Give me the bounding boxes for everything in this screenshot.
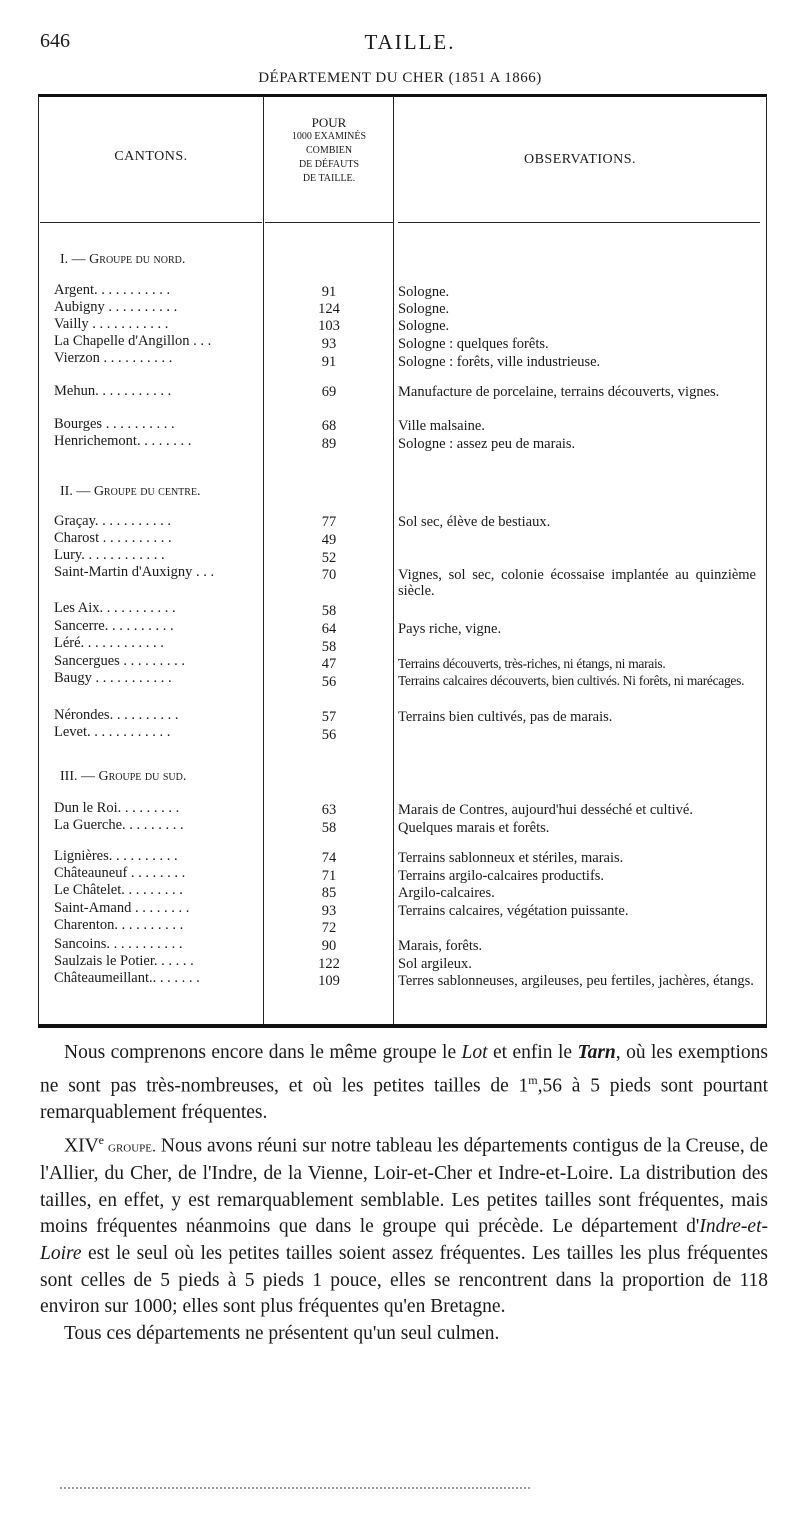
text-run: XIV: [64, 1135, 99, 1157]
paragraph-1: [40, 1040, 768, 1127]
canton-name: Baugy . . . . . . . . . . .: [54, 670, 172, 686]
canton-name: Sancergues . . . . . . . . .: [54, 653, 186, 669]
observation: Pays riche, vigne.: [398, 621, 502, 637]
defect-count: 85: [321, 885, 337, 901]
observation: Vignes, sol sec, colonie écossaise implantée au quinzième siècle.: [398, 567, 756, 599]
column-header-observations: OBSERVATIONS.: [523, 152, 637, 167]
canton-name: Le Châtelet. . . . . . . . .: [54, 882, 183, 898]
defect-count: 90: [321, 938, 337, 954]
observation: Terrains argilo-calcaires productifs.: [398, 868, 605, 884]
defect-count: 58: [321, 639, 337, 655]
canton-name: Mehun. . . . . . . . . . .: [54, 383, 172, 399]
observation: Sologne.: [398, 301, 450, 317]
defect-count: 72: [321, 920, 337, 936]
observation: Terrains découverts, très-riches, ni étangs, ni marais.: [398, 656, 666, 671]
defect-count: 91: [321, 284, 337, 300]
defect-count: 47: [321, 656, 337, 672]
canton-name: Dun le Roi. . . . . . . . .: [54, 800, 180, 816]
text-run-smallcaps: groupe.: [104, 1138, 157, 1156]
defect-count: 122: [318, 956, 340, 972]
defect-count: 58: [321, 820, 337, 836]
defect-count: 124: [318, 301, 340, 317]
text-superscript: m: [528, 1072, 538, 1087]
defect-count: 49: [321, 532, 337, 548]
canton-name: Nérondes. . . . . . . . . .: [54, 707, 179, 723]
defect-count: 69: [321, 384, 337, 400]
paragraph-3: [40, 1321, 768, 1348]
text-run: Tous ces départements ne présentent qu'un seul culmen.: [64, 1323, 500, 1345]
canton-name: Les Aix. . . . . . . . . . .: [54, 600, 176, 616]
header-rule-obs: [398, 222, 760, 223]
observation: Marais de Contres, aujourd'hui desséché et cultivé.: [398, 802, 693, 818]
group-heading-nord: I. — Groupe du nord.: [60, 252, 186, 267]
defect-count: 89: [321, 436, 337, 452]
header-pour-line: COMBIEN: [305, 145, 353, 156]
text-run-italic: Lot: [461, 1042, 488, 1063]
canton-name: Léré. . . . . . . . . . . .: [54, 635, 164, 651]
defect-count: 91: [321, 354, 337, 370]
defect-count: 70: [321, 567, 337, 583]
defect-count: 109: [318, 973, 340, 989]
header-pour-line: POUR: [311, 115, 347, 130]
observation: Terrains calcaires découverts, bien cultivés. Ni forêts, ni marécages.: [398, 673, 745, 688]
group-heading-sud: III. — Groupe du sud.: [60, 769, 187, 784]
table-left-rule: [38, 96, 39, 1026]
column-header-cantons: CANTONS.: [114, 149, 188, 164]
observation: Terres sablonneuses, argileuses, peu fertiles, jachères, étangs.: [398, 973, 754, 989]
observation: Quelques marais et forêts.: [398, 820, 550, 836]
column-rule-1: [263, 96, 264, 1024]
canton-name: Vailly . . . . . . . . . . .: [54, 316, 169, 332]
canton-name: Charenton. . . . . . . . . .: [54, 917, 184, 933]
canton-name: La Guerche. . . . . . . . .: [54, 817, 184, 833]
text-run: est le seul où les petites tailles soient assez fréquentes. Les tailles les plus fréquentes sont celles de 5 pieds à 5 pieds 1 pouce, elles se rencontrent dans la proportion de 118 environ sur 1000; elles sont plus fréquentes qu'en Bretagne.: [40, 1242, 768, 1318]
canton-name: Henrichemont. . . . . . . .: [54, 433, 192, 449]
canton-name: Vierzon . . . . . . . . . .: [54, 350, 173, 366]
page-number: 646: [40, 30, 70, 52]
observation: Sologne : assez peu de marais.: [398, 436, 576, 452]
observation: Terrains calcaires, végétation puissante.: [398, 903, 629, 919]
observation: Manufacture de porcelaine, terrains découverts, vignes.: [398, 384, 720, 400]
table-right-rule: [766, 96, 767, 1026]
text-run: ,56 à 5 pieds sont pourtant remarquablement fréquentes.: [40, 1075, 768, 1123]
canton-name: Châteaumeillant.. . . . . . .: [54, 970, 200, 986]
observation: Sol argileux.: [398, 956, 472, 972]
text-superscript: e: [98, 1132, 104, 1147]
canton-name: Bourges . . . . . . . . . .: [54, 416, 175, 432]
canton-name: Sancerre. . . . . . . . . .: [54, 618, 174, 634]
column-rule-2: [393, 96, 394, 1024]
header-pour-line: 1000 EXAMINÉS: [291, 131, 367, 142]
observation: Sol sec, élève de bestiaux.: [398, 514, 551, 530]
body-text: [40, 1040, 768, 1348]
table-subtitle: DÉPARTEMENT DU CHER (1851 A 1866): [258, 70, 542, 86]
canton-name: La Chapelle d'Angillon . . .: [54, 333, 212, 349]
observation: Terrains bien cultivés, pas de marais.: [398, 709, 613, 725]
canton-name: Lignières. . . . . . . . . .: [54, 848, 178, 864]
observation: Terrains sablonneux et stériles, marais.: [398, 850, 624, 866]
canton-name: Aubigny . . . . . . . . . .: [54, 299, 178, 315]
running-title: TAILLE.: [364, 30, 456, 54]
canton-name: Lury. . . . . . . . . . . .: [54, 547, 165, 563]
defect-count: 52: [321, 550, 337, 566]
header-rule-pour: [265, 222, 393, 223]
observation: Argilo-calcaires.: [398, 885, 495, 901]
observation: Sologne : quelques forêts.: [398, 336, 549, 352]
observation: Sologne.: [398, 284, 450, 300]
canton-name: Saulzais le Potier. . . . . .: [54, 953, 194, 969]
table-bottom-rule: [38, 1024, 767, 1028]
observation: Marais, forêts.: [398, 938, 483, 954]
header-pour-line: DE DÉFAUTS: [298, 159, 360, 170]
defect-count: 71: [321, 868, 337, 884]
text-run: Nous comprenons encore dans le même groupe le: [64, 1042, 462, 1063]
text-run: Nous avons réuni sur notre tableau les départements contigus de la Creuse, de l'Allier, du Cher, de l'Indre, de la Vienne, Loir-et-Cher et Indre-et-Loire. La distribution des tailles, en effet, y est remarquablement semblable. Les petites tailles sont fréquentes, mais moins fréquentes néanmoins que dans le groupe qui précède. Le département d': [40, 1135, 768, 1238]
canton-name: Levet. . . . . . . . . . . .: [54, 724, 171, 740]
observation: Ville malsaine.: [398, 418, 485, 434]
canton-name: Charost . . . . . . . . . .: [54, 530, 172, 546]
canton-name: Argent. . . . . . . . . . .: [54, 282, 171, 298]
column-header-pour: [265, 116, 393, 186]
header-rule-cantons: [40, 222, 262, 223]
faint-bleedthrough-line: [60, 1487, 530, 1491]
paragraph-2: [40, 1127, 768, 1321]
canton-name: Graçay. . . . . . . . . . .: [54, 513, 172, 529]
defect-count: 103: [318, 318, 340, 334]
defect-count: 63: [321, 802, 337, 818]
text-run-italic: Tarn: [577, 1042, 616, 1063]
defect-count: 58: [321, 603, 337, 619]
header-pour-line: DE TAILLE.: [302, 173, 356, 184]
text-run: , où les exemptions ne sont pas très-nombreuses, et où les petites tailles de 1: [40, 1042, 768, 1097]
canton-name: Sancoins. . . . . . . . . . .: [54, 936, 183, 952]
defect-count: 56: [321, 727, 337, 743]
defect-count: 57: [321, 709, 337, 725]
defect-count: 68: [321, 418, 337, 434]
defect-count: 56: [321, 674, 337, 690]
group-heading-centre: II. — Groupe du centre.: [60, 484, 201, 499]
canton-name: Châteauneuf . . . . . . . .: [54, 865, 186, 881]
text-run-italic: Indre-et-Loire: [40, 1216, 768, 1264]
defect-count: 93: [321, 903, 337, 919]
observation: Sologne.: [398, 318, 450, 334]
canton-name: Saint-Amand . . . . . . . .: [54, 900, 190, 916]
defect-count: 64: [321, 621, 337, 637]
defect-count: 77: [321, 514, 337, 530]
observation: Sologne : forêts, ville industrieuse.: [398, 354, 601, 370]
table-top-rule: [38, 94, 767, 97]
defect-count: 93: [321, 336, 337, 352]
canton-name: Saint-Martin d'Auxigny . . .: [54, 564, 215, 580]
defect-count: 74: [321, 850, 337, 866]
text-run: et enfin le: [487, 1042, 578, 1063]
